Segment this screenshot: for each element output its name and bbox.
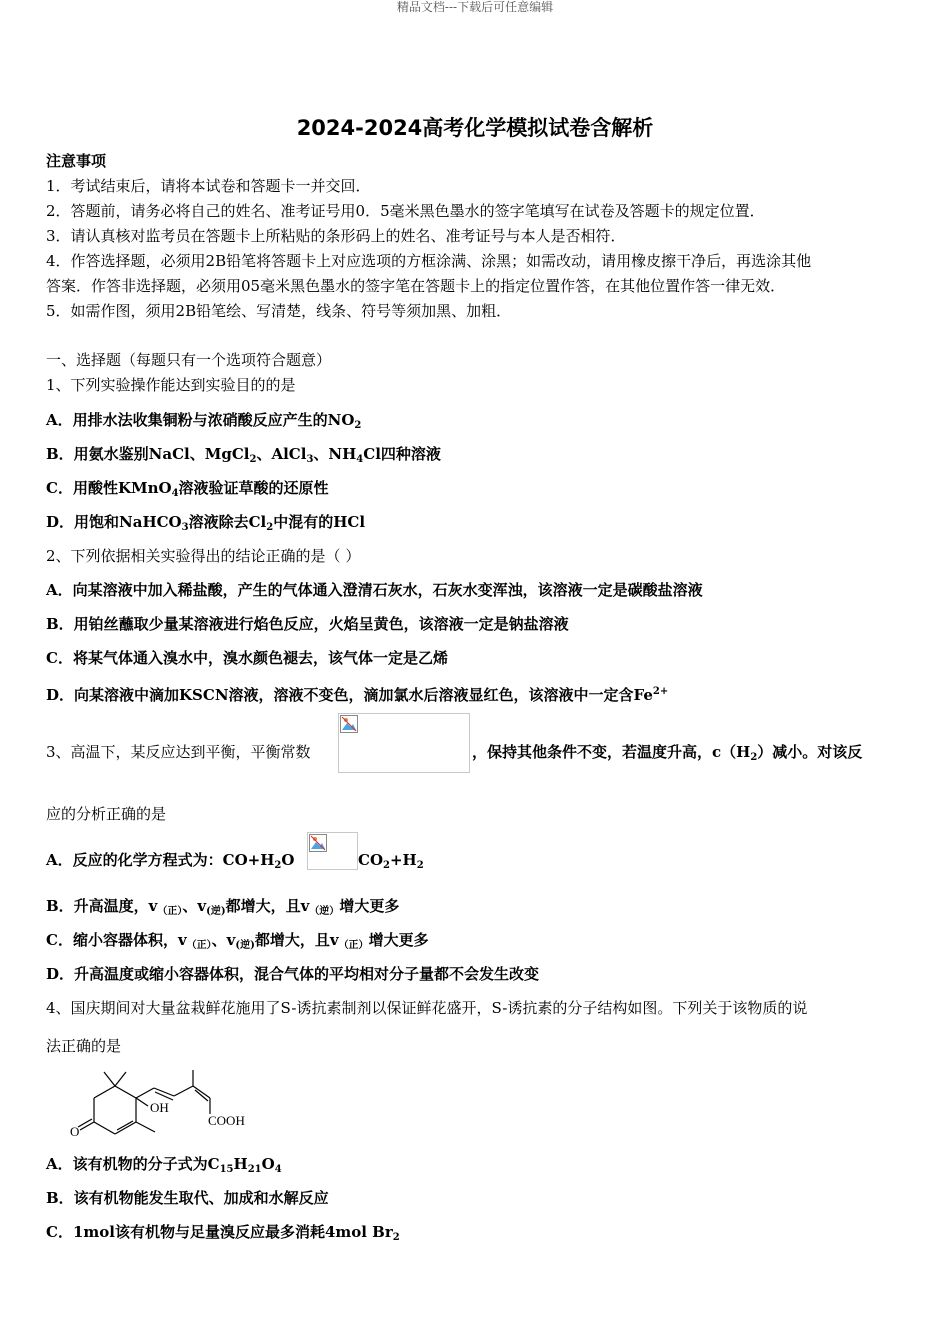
notice-item-4: 4．作答选择题，必须用2B铅笔将答题卡上对应选项的方框涂满、涂黑；如需改动，请用橡皮擦干净后，再选涂其他 [46, 252, 812, 270]
q4-option-b: B．该有机物能发生取代、加成和水解反应 [46, 1189, 329, 1207]
notice-item-2: 2．答题前，请务必将自己的姓名、准考证号用0．5毫米黑色墨水的签字笔填写在试卷及答题卡的规定位置． [46, 202, 765, 220]
notice-item-1: 1．考试结束后，请将本试卷和答题卡一并交回． [46, 177, 371, 195]
q3-stem-part2: ，保持其他条件不变，若温度升高，$c(H_2)$减小。对该反 [472, 743, 863, 763]
q2-option-b: B．用铂丝蘸取少量某溶液进行焰色反应，火焰呈黄色，该溶液一定是钠盐溶液 [46, 615, 569, 633]
reaction-arrow-image [307, 832, 358, 870]
notice-item-3: 3．请认真核对监考员在答题卡上所粘贴的条形码上的姓名、准考证号与本人是否相符． [46, 227, 626, 245]
q2-option-c: C．将某气体通入溴水中，溴水颜色褪去，该气体一定是乙烯 [46, 649, 448, 667]
section-title: 一、选择题（每题只有一个选项符合题意） [46, 351, 332, 369]
q2-option-a: A．向某溶液中加入稀盐酸，产生的气体通入澄清石灰水，石灰水变浑浊，该溶液一定是碳酸盐溶液 [46, 581, 703, 599]
ketone-oxygen-label: O [70, 1124, 80, 1139]
page-header: 精品文档---下载后可任意编辑 [396, 0, 554, 14]
q4-option-a: A．该有机物的分子式为$C_{15}H_{21}O_4$ [46, 1155, 282, 1175]
page-title: 2024-2024高考化学模拟试卷含解析 [296, 116, 654, 140]
q1-option-c: C．用酸性KMnO$_4$溶液验证草酸的还原性 [46, 479, 329, 499]
q4-stem-cont: 法正确的是 [46, 1037, 122, 1055]
q1-option-b: B．用氨水鉴别NaCl、MgCl$_2$、AlCl$_3$、$NH_4Cl$四种溶液 [46, 445, 441, 465]
q3-option-b: B．升高温度，$v_{(正)}$、$v_{(逆)}$都增大，且$v_{(逆)}$增大更多 [46, 897, 400, 917]
q3-option-d: D．升高温度或缩小容器体积，混合气体的平均相对分子量都不会发生改变 [46, 965, 540, 983]
s-abscisic-acid-structure [66, 1062, 266, 1144]
q1-stem: 1、下列实验操作能达到实验目的的是 [46, 376, 296, 394]
q3-option-a-products: $CO_2+H_2$ [358, 851, 424, 871]
q1-option-d: D．用饱和NaHCO$_3$溶液除去$Cl_2$中混有的HCl [46, 513, 366, 533]
carboxyl-label: COOH [208, 1113, 245, 1128]
broken-image-icon [340, 715, 358, 733]
q4-stem: 4、国庆期间对大量盆栽鲜花施用了S-诱抗素制剂以保证鲜花盛开，S-诱抗素的分子结构如图。下列关于该物质的说 [46, 999, 808, 1017]
q3-stem-part1: 3、高温下，某反应达到平衡，平衡常数 [46, 743, 311, 761]
hydroxyl-label: OH [150, 1100, 169, 1115]
q4-option-c: C．1mol该有机物与足量溴反应最多消耗4mol $Br_2$ [46, 1223, 400, 1243]
broken-image-icon [309, 834, 327, 852]
q2-stem: 2、下列依据相关实验得出的结论正确的是（ ） [46, 547, 361, 565]
q3-option-c: C．缩小容器体积，$v_{(正)}$、$v_{(逆)}$都增大，且$v_{(正)}$增大更多 [46, 931, 429, 951]
notice-heading: 注意事项 [46, 152, 107, 170]
equilibrium-constant-image [338, 713, 470, 773]
q3-stem-cont: 应的分析正确的是 [46, 805, 167, 823]
q2-option-d: D．向某溶液中滴加KSCN溶液，溶液不变色，滴加氯水后溶液显红色，该溶液中一定含$Fe^{2+}$ [46, 686, 669, 704]
notice-item-5: 5．如需作图，须用2B铅笔绘、写清楚，线条、符号等须加黑、加粗． [46, 302, 512, 320]
notice-item-4-cont: 答案．作答非选择题，必须用05毫米黑色墨水的签字笔在答题卡上的指定位置作答，在其他位置作答一律无效． [46, 277, 786, 295]
q3-option-a: A．反应的化学方程式为：$CO+H_2O$ [46, 851, 295, 871]
q1-option-a: A．用排水法收集铜粉与浓硝酸反应产生的$NO_2$ [46, 411, 362, 431]
